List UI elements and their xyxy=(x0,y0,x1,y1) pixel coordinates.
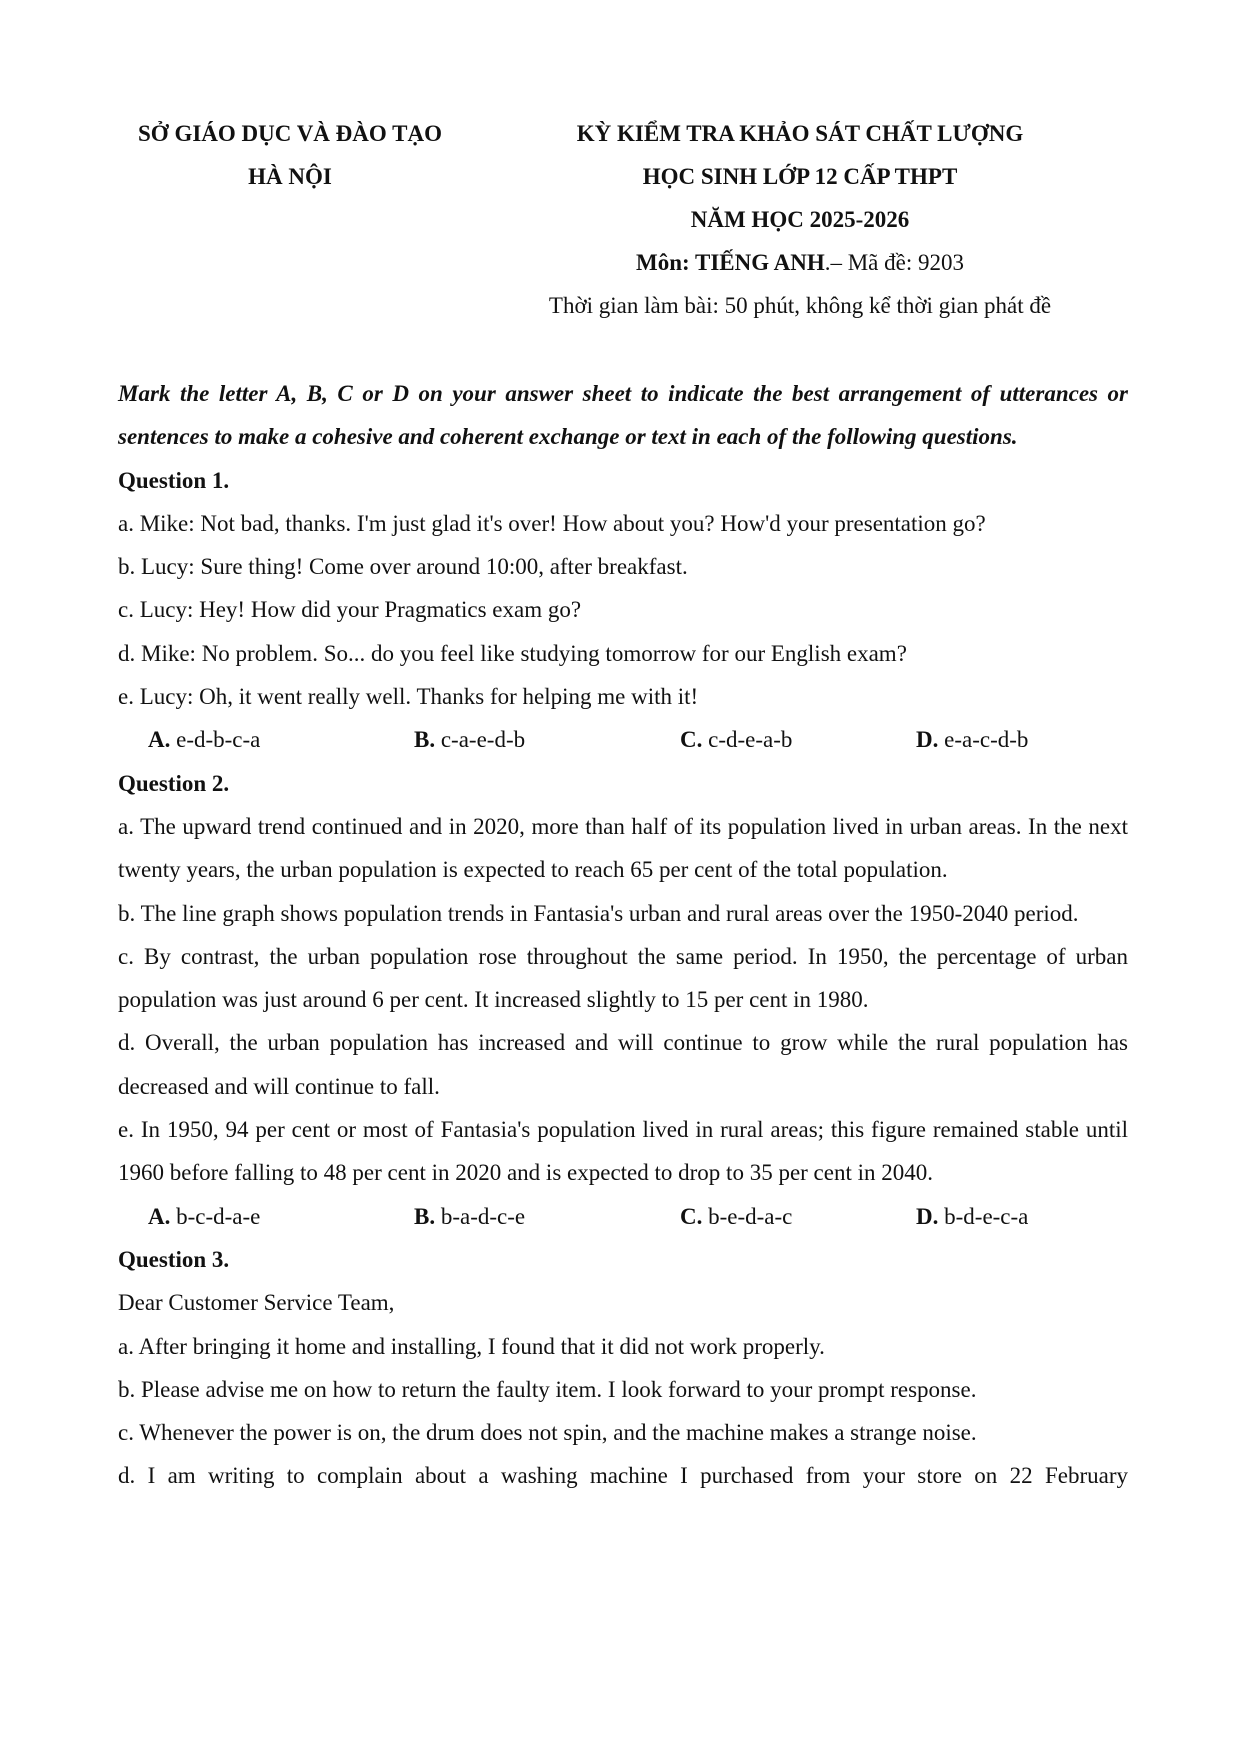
question-2-line-d: d. Overall, the urban population has increased and will continue to grow while the rural population has decreased and will continue to fall. xyxy=(118,1030,1128,1099)
question-2-line-a: a. The upward trend continued and in 2020, more than half of its population lived in urban areas. In the next twenty years, the urban population is expected to reach 65 per cent of the total population. xyxy=(118,813,1128,883)
question-1-line-b: b. Lucy: Sure thing! Come over around 10:00, after breakfast. xyxy=(118,554,688,580)
school-year: NĂM HỌC 2025-2026 xyxy=(690,207,910,232)
question-1-option-b[interactable]: B. c-a-e-d-b xyxy=(414,727,526,753)
question-1-line-c: c. Lucy: Hey! How did your Pragmatics exam go? xyxy=(118,597,582,623)
question-3-line-a: a. After bringing it home and installing, I found that it did not work properly. xyxy=(118,1333,825,1359)
instruction: Mark the letter A, B, C or D on your answer sheet to indicate the best arrangement of utterances or sentences to make a cohesive and coherent exchange or text in each of the following questions. xyxy=(118,381,1128,450)
question-2-option-d[interactable]: D. b-d-e-c-a xyxy=(916,1203,1029,1229)
question-2-option-b[interactable]: B. b-a-d-c-e xyxy=(414,1203,526,1229)
time-note: Thời gian làm bài: 50 phút, không kể thời gian phát đề xyxy=(548,293,1052,318)
exam-title: KỲ KIỂM TRA KHẢO SÁT CHẤT LƯỢNG xyxy=(576,121,1024,146)
question-1-line-a: a. Mike: Not bad, thanks. I'm just glad it's over! How about you? How'd your presentation go? xyxy=(118,510,986,536)
question-2-line-e: e. In 1950, 94 per cent or most of Fantasia's population lived in rural areas; this figure remained stable until 1960 before falling to 48 per cent in 2020 and is expected to drop to 35 per cent in 2040. xyxy=(118,1117,1128,1186)
department-name: SỞ GIÁO DỤC VÀ ĐÀO TẠO xyxy=(138,121,442,146)
question-2-options xyxy=(118,1195,1128,1238)
department-header xyxy=(112,112,468,198)
question-3-line-d: d. I am writing to complain about a washing machine I purchased from your store on 22 February xyxy=(118,1463,1128,1489)
question-3-title: Question 3. xyxy=(118,1246,230,1272)
question-3-line-b: b. Please advise me on how to return the faulty item. I look forward to your prompt response. xyxy=(118,1376,977,1402)
subject-label: Môn: TIẾNG ANH xyxy=(636,250,825,275)
department-city: HÀ NỘI xyxy=(248,164,332,189)
question-1-line-d: d. Mike: No problem. So... do you feel like studying tomorrow for our English exam? xyxy=(118,640,907,666)
question-2-option-c[interactable]: C. b-e-d-a-c xyxy=(680,1203,793,1229)
question-2-line-b: b. The line graph shows population trends in Fantasia's urban and rural areas over the 1950-2040 period. xyxy=(118,900,1079,926)
exam-code: .– Mã đề: 9203 xyxy=(824,250,964,275)
question-3-line-c: c. Whenever the power is on, the drum does not spin, and the machine makes a strange noise. xyxy=(118,1420,977,1446)
question-1-options xyxy=(118,718,1128,761)
subject-line xyxy=(480,241,1120,284)
exam-content xyxy=(118,372,1128,1498)
question-1-option-a[interactable]: A. e-d-b-c-a xyxy=(148,727,261,753)
question-1-option-c[interactable]: C. c-d-e-a-b xyxy=(680,727,793,753)
question-2-title: Question 2. xyxy=(118,770,230,796)
question-1-option-d[interactable]: D. e-a-c-d-b xyxy=(916,727,1029,753)
question-1-line-e: e. Lucy: Oh, it went really well. Thanks for helping me with it! xyxy=(118,684,699,710)
exam-level: HỌC SINH LỚP 12 CẤP THPT xyxy=(642,164,958,189)
exam-header xyxy=(480,112,1120,327)
question-2-line-c: c. By contrast, the urban population rose throughout the same period. In 1950, the percentage of urban population was just around 6 per cent. It increased slightly to 15 per cent in 1980. xyxy=(118,943,1128,1013)
question-3-salutation: Dear Customer Service Team, xyxy=(118,1290,395,1316)
question-1-title: Question 1. xyxy=(118,467,230,493)
question-2-option-a[interactable]: A. b-c-d-a-e xyxy=(148,1203,261,1229)
